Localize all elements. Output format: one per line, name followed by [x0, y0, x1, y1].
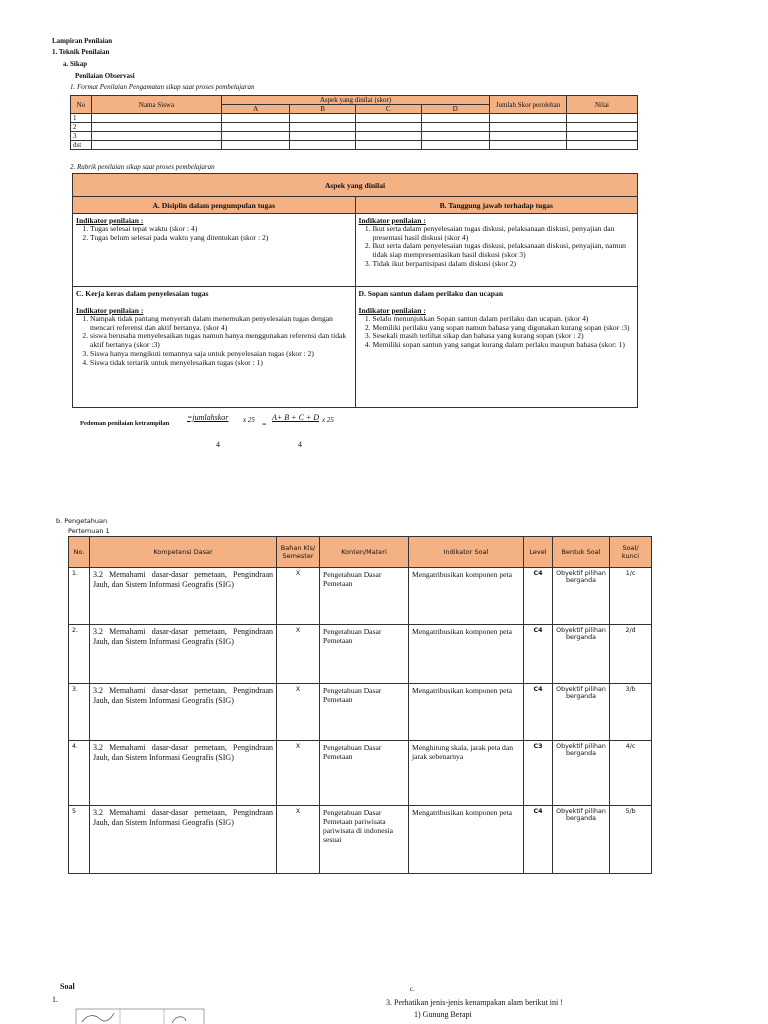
- rubric-header: Aspek yang dinilai: [73, 174, 638, 197]
- col-level: Level: [524, 537, 553, 568]
- formula-right: A+ B + C + D: [272, 413, 320, 422]
- aspect-d-cell: [355, 287, 638, 408]
- indikator-label: Indikator penilaian :: [358, 306, 426, 315]
- list-item: 4. Memiliki sopan santun yang sangat kurang dalam perlaku maupun bahasa (skor: 1): [373, 341, 635, 350]
- list-item: 1. Tugas selesai tepat waktu (skor : 4): [90, 225, 352, 234]
- table-row: 1. 3.2 Memahami dasar-dasar pemetaan, Pengindraan Jauh, dan Sistem Informasi Geografis (SIG) X Pengetahuan Dasar Pemetaan Mengatribusikan komponen peta C4 Obyektif pilihan berganda 1/c: [69, 568, 652, 625]
- list-item: 1. Selalu menunjukkan Sopan santun dalam perilaku dan ucapan. (skor 4): [373, 315, 635, 324]
- aspect-c-title: C. Kerja keras dalam penyelesaian tugas: [76, 289, 209, 298]
- list-item: 2. Tugas belum selesai pada waktu yang ditentukan (skor : 2): [90, 234, 352, 243]
- list-item: 1) Gunung Berapi: [414, 1010, 472, 1019]
- table-row: 2. 3.2 Memahami dasar-dasar pemetaan, Pengindraan Jauh, dan Sistem Informasi Geografis (SIG) X Pengetahuan Dasar Pemetaan Mengatribusikan komponen peta C4 Obyektif pilihan berganda 2/d: [69, 625, 652, 684]
- aspect-a: A: [222, 105, 290, 114]
- rubric-intro: 2. Rubrik penilaian sikap saat proses pembelajaran: [70, 163, 215, 171]
- list-item: 3. Siswa hanya mengikuti temannya saja untuk penyelesaian tugas (skor : 2): [90, 350, 352, 359]
- table-row: 3. 3.2 Memahami dasar-dasar pemetaan, Pengindraan Jauh, dan Sistem Informasi Geografis (SIG) X Pengetahuan Dasar Pemetaan Mengatribusikan komponen peta C4 Obyektif pilihan berganda 3/b: [69, 684, 652, 741]
- col-bentuk: Bentuk Soal: [553, 537, 610, 568]
- pengetahuan-heading: b. Pengetahuan: [56, 517, 108, 525]
- col-kunci: Soal/ kunci: [610, 537, 652, 568]
- list-item: 3. Tidak ikut berpartisipasi dalam diskusi (skor 2): [373, 260, 635, 269]
- list-item: 2. Ikut serta dalam penyelesaian tugas diskusi, pelaksanaan diskusi, penyajian, namun tidak siap mempresentasikan hasil diskusi (skor 3): [373, 242, 635, 259]
- formula-left: =jumlahskor: [187, 413, 229, 422]
- list-item: 1. Nampak tidak pantang menyerah dalam menemukan penyelesaian tugas dengan mencari referensi dan aktif bertanya. (skor 4): [90, 315, 352, 332]
- table-row: 5 3.2 Memahami dasar-dasar pemetaan, Pengindraan Jauh, dan Sistem Informasi Geografis (SIG) X Pengetahuan Dasar Pemetaan pariwisata pariwisata di indonesia sesuai Mengatribusikan komponen peta C4 Obyektif pilihan berganda 5/b: [69, 806, 652, 874]
- soal-heading: Soal: [60, 982, 75, 991]
- aspect-b-title: B. Tanggung jawab terhadap tugas: [355, 197, 638, 214]
- col-materi: Konten/Materi: [320, 537, 409, 568]
- formula-denom: 4: [298, 440, 302, 449]
- list-item: 2. siswa berusaha menyelesaikan tugas namun hanya menggunakan referensi dan tidak aktif bertanya (skor :3): [90, 332, 352, 349]
- question-1: 1.: [52, 995, 58, 1004]
- format-heading: 1. Format Penilaian Pengamatan sikap saat proses pembelajaran: [70, 83, 255, 91]
- aspect-b-cell: [355, 214, 638, 287]
- col-no: No: [71, 96, 92, 114]
- formula-label: Pedoman penilaian ketrampilan: [80, 420, 170, 427]
- aspect-d: D: [421, 105, 489, 114]
- col-nama: Nama Siswa: [92, 96, 222, 114]
- teknik-heading: 1. Teknik Penilaian: [52, 48, 110, 56]
- observasi-heading: Penilaian Observasi: [75, 72, 135, 80]
- rubric-table: [72, 173, 638, 408]
- knowledge-table: [68, 536, 652, 874]
- pertemuan-label: Pertemuan 1: [68, 527, 110, 535]
- table-row: 4. 3.2 Memahami dasar-dasar pemetaan, Pengindraan Jauh, dan Sistem Informasi Geografis (SIG) X Pengetahuan Dasar Pemetaan Menghitung skala, jarak peta dan jarak sebenarnya C3 Obyektif pilihan berganda 4/c: [69, 741, 652, 806]
- col-kls: Bahan Kls/ Semester: [277, 537, 320, 568]
- indikator-label: Indikator penilaian :: [76, 216, 144, 225]
- list-item: 4. Siswa tidak tertarik untuk menyelesaikan tugas (skor : 1): [90, 359, 352, 368]
- observation-table: [70, 95, 638, 150]
- formula-denom: 4: [216, 440, 220, 449]
- section-c: c.: [410, 985, 415, 993]
- list-item: 3. Sesekali masih terlihat sikap dan bahasa yang kurang sopan (skor : 2): [373, 332, 635, 341]
- map-image: [72, 1003, 207, 1024]
- table-row: dst: [71, 141, 638, 150]
- question-3: 3. Perhatikan jenis-jenis kenampakan alam berikut ini !: [386, 998, 563, 1007]
- col-kd: Kompetensi Dasar: [90, 537, 277, 568]
- indikator-label: Indikator penilaian :: [76, 306, 144, 315]
- formula-x25: x 25: [322, 416, 334, 424]
- formula-x25: x 25: [243, 416, 255, 424]
- sikap-heading: a. Sikap: [63, 60, 88, 68]
- col-aspek: Aspek yang dinilai (skor): [222, 96, 490, 105]
- indikator-label: Indikator penilaian :: [358, 216, 426, 225]
- aspect-b: B: [290, 105, 356, 114]
- table-row: 3: [71, 132, 638, 141]
- aspect-d-title: D. Sopan santun dalam perilaku dan ucapan: [358, 289, 504, 298]
- col-no: No.: [69, 537, 90, 568]
- list-item: 2. Memiliki perilaku yang sopan namun bahasa yang digunakan kurang sopan (skor :3): [373, 324, 635, 333]
- col-nilai: Nilai: [567, 96, 638, 114]
- table-row: 1: [71, 114, 638, 123]
- aspect-a-cell: [73, 214, 356, 287]
- table-row: 2: [71, 123, 638, 132]
- formula-eq: =: [262, 420, 267, 429]
- aspect-c: C: [355, 105, 421, 114]
- col-indikator: Indikator Soal: [409, 537, 524, 568]
- col-jumlah: Jumlah Skor perolehan: [490, 96, 567, 114]
- aspect-c-cell: [73, 287, 356, 408]
- list-item: 1. Ikut serta dalam penyelesaian tugas diskusi, pelaksanaan diskusi, penyajian dan presentasi hasil diskusi (skor 4): [373, 225, 635, 242]
- lampiran-title: Lampiran Penilaian: [52, 37, 113, 45]
- aspect-a-title: A. Disiplin dalam pengumpulan tugas: [73, 197, 356, 214]
